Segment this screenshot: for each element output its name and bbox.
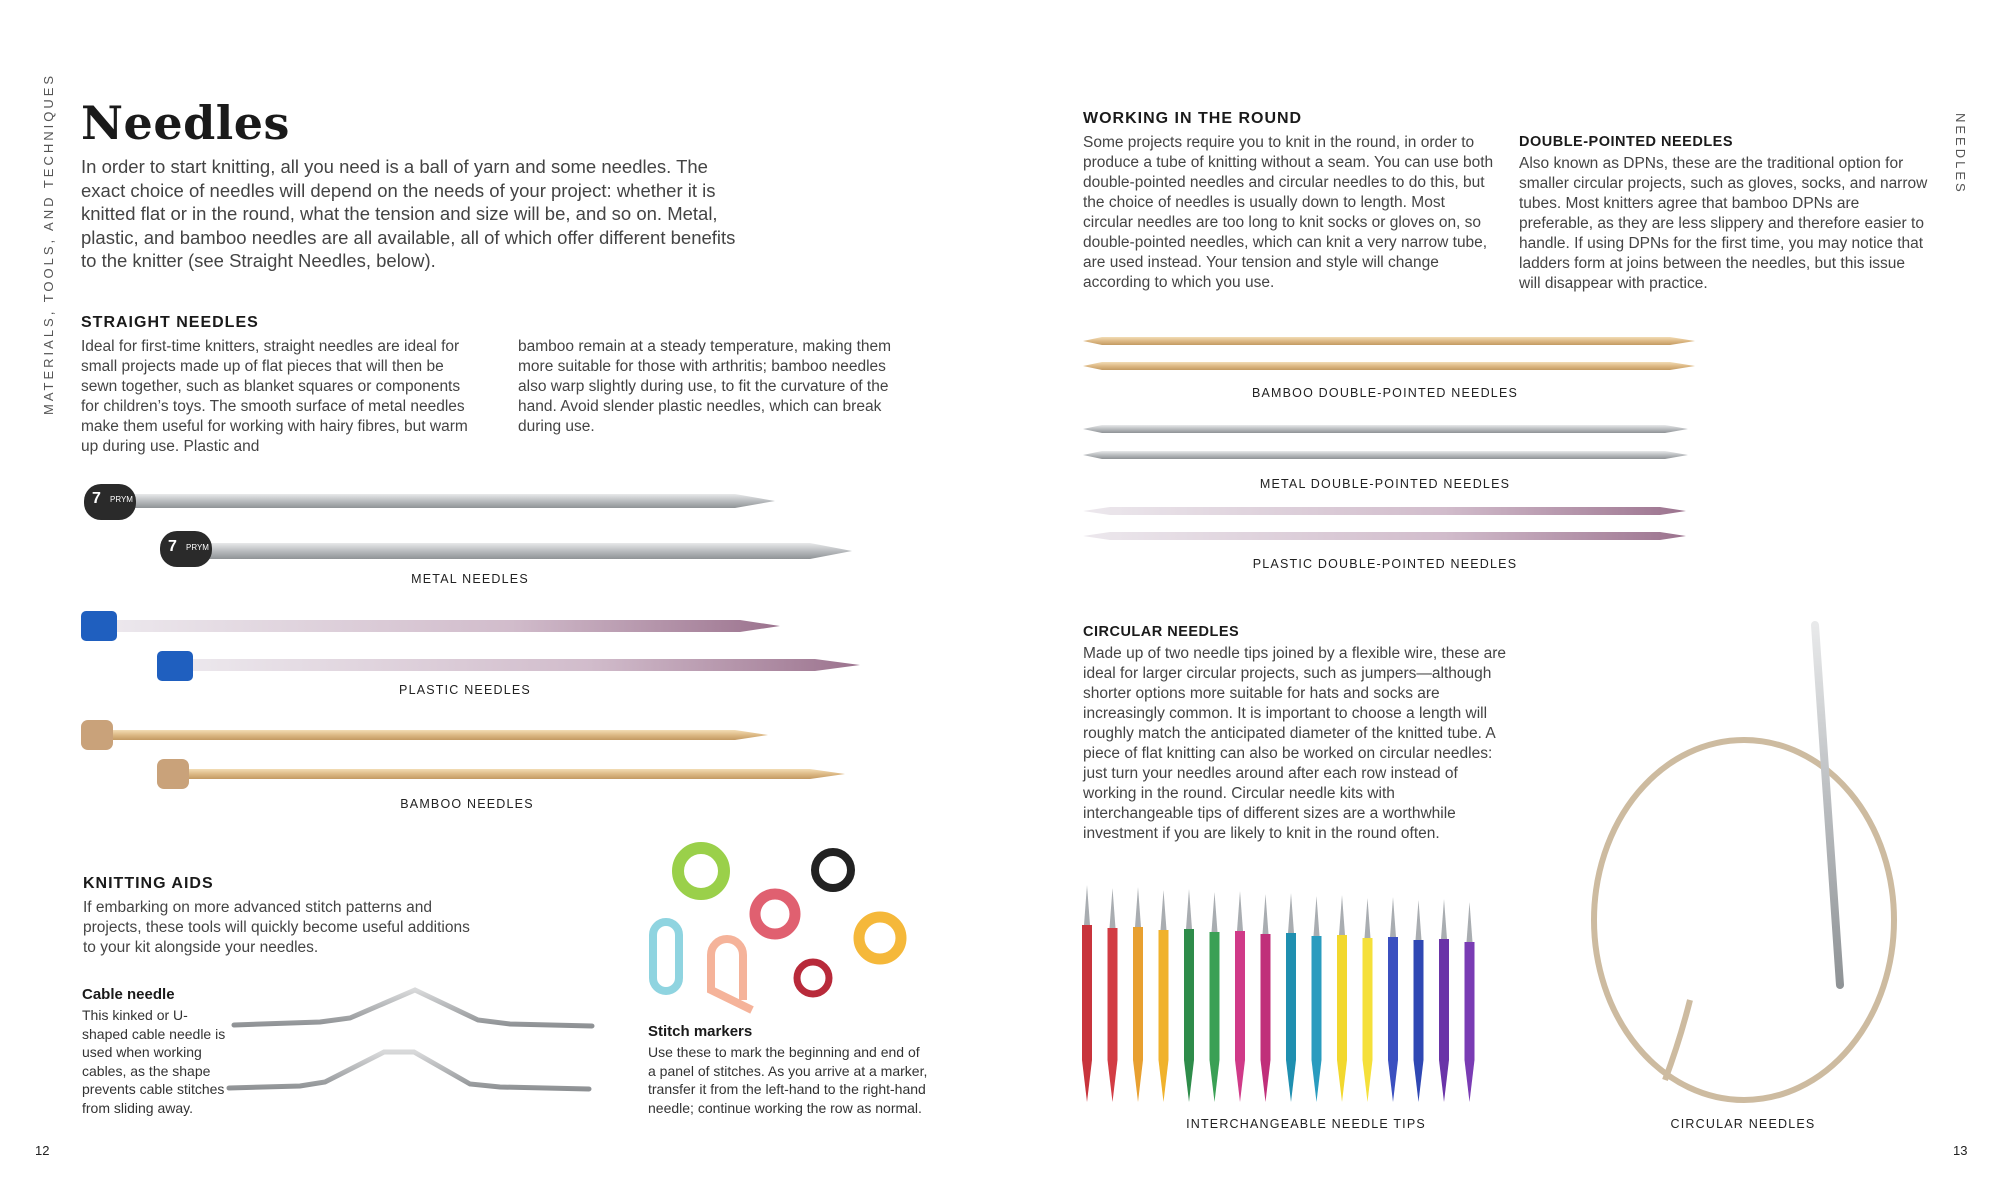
needle-tip xyxy=(1184,929,1194,1102)
needle-tip xyxy=(1363,938,1373,1102)
knob-brand-1: PRYM xyxy=(110,495,133,504)
working-in-the-round-body: Some projects require you to knit in the round, in order to produce a tube of knitting without a seam. You can use both double-pointed needles and circular needles to do this, but the choice of needles is usually down to length. Most circular needles are too long to knit socks or gloves on, so double-pointed needles, which can knit a very narrow tube, are used instead. Your tension and style will change according to which you use. xyxy=(1083,134,1494,291)
straight-needles-col2: bamboo remain at a steady temperature, making them more suitable for those with arthritis; bamboo needles also warp slightly during use, to fit the curvature of the hand. Avoid slender plastic needles, which can break during use. xyxy=(518,338,892,435)
knob-number-1: 7 xyxy=(92,490,101,507)
caption-circular-needles: CIRCULAR NEEDLES xyxy=(1670,1117,1816,1131)
needle-tip xyxy=(1108,928,1118,1102)
needle-tip-metal xyxy=(1161,890,1167,930)
needle-tip-metal xyxy=(1212,892,1218,932)
needle-tip xyxy=(1133,927,1143,1102)
needle-tip-metal xyxy=(1467,902,1473,942)
needle-tip-metal xyxy=(1263,894,1269,934)
needle-tip xyxy=(1159,930,1169,1102)
caption-bamboo-dpn: BAMBOO DOUBLE-POINTED NEEDLES xyxy=(1251,386,1519,400)
needle-tip xyxy=(1337,935,1347,1102)
dpn-body: Also known as DPNs, these are the traditional option for smaller circular projects, such as gloves, socks, and narrow tubes. Most knitters agree that bamboo DPNs are preferable, as they are less slippery and therefore easier to handle. If using DPNs for the first time, you may notice that ladders form at joins between the needles, but this issue will disappear with practice. xyxy=(1519,155,1928,292)
caption-bamboo-needles: BAMBOO NEEDLES xyxy=(400,797,534,811)
circular-needles-body: Made up of two needle tips joined by a flexible wire, these are ideal for larger circular projects, such as jumpers—although shorter options more suitable for hats and socks are increasingly common. It is important to choose a length will roughly match the anticipated diameter of the knitted tube. A piece of flat knitting can also be worked on circular needles: just turn your needles around after each row instead of working in the round. Circular needle kits with interchangeable tips of different sizes are a worthwhile investment if you are likely to knit in the round often. xyxy=(1083,645,1507,842)
needle-tip-metal xyxy=(1110,888,1116,928)
caption-metal-needles: METAL NEEDLES xyxy=(411,572,529,586)
page-number-left: 12 xyxy=(35,1143,50,1158)
working-in-the-round-heading: WORKING IN THE ROUND xyxy=(1083,110,1303,127)
straight-needles-col1: Ideal for first-time knitters, straight needles are ideal for small projects made up of flat pieces that will then be sewn together, such as blanket squares or components for children’s toys. The smooth surface of metal needles make them useful for working with hairy fibres, but warm up during use. Plastic and xyxy=(81,338,468,455)
needle-tip-metal xyxy=(1135,887,1141,927)
needle-tip-metal xyxy=(1339,895,1345,935)
stitch-markers-heading: Stitch markers xyxy=(648,1023,753,1040)
intro-paragraph: In order to start knitting, all you need is a ball of yarn and some needles. The exact choice of needles will depend on the needs of your project: whether it is knitted flat or in the round, what the tension and size will be, and so on. Metal, plastic, and bamboo needles are all available, all of which offer different benefits to the knitter (see Straight Needles, below). xyxy=(81,156,736,271)
needle-tip xyxy=(1312,936,1322,1102)
knob-number-2: 7 xyxy=(168,538,177,555)
circular-needles-heading: CIRCULAR NEEDLES xyxy=(1083,624,1240,640)
needle-tip-metal xyxy=(1441,899,1447,939)
interchangeable-needle-tips xyxy=(1082,885,1475,1102)
needle-tip xyxy=(1414,940,1424,1102)
knob-brand-2: PRYM xyxy=(186,543,209,552)
straight-needles-heading: STRAIGHT NEEDLES xyxy=(81,314,259,331)
page-number-right: 13 xyxy=(1953,1143,1968,1158)
needle-tip xyxy=(1286,933,1296,1102)
running-head-right: NEEDLES xyxy=(1953,113,1968,195)
bamboo-dpn xyxy=(1083,337,1695,370)
needle-tip xyxy=(1465,942,1475,1102)
needle-tip-metal xyxy=(1288,893,1294,933)
needle-tip-metal xyxy=(1186,889,1192,929)
caption-plastic-dpn: PLASTIC DOUBLE-POINTED NEEDLES xyxy=(1252,557,1518,571)
running-head-left: MATERIALS, TOOLS, AND TECHNIQUES xyxy=(41,72,56,415)
needle-tip-metal xyxy=(1390,897,1396,937)
needle-tip xyxy=(1439,939,1449,1102)
needle-tip xyxy=(1388,937,1398,1102)
knitting-aids-body: If embarking on more advanced stitch patterns and projects, these tools will quickly become useful additions to your kit alongside your needles. xyxy=(83,899,470,956)
caption-metal-dpn: METAL DOUBLE-POINTED NEEDLES xyxy=(1259,477,1511,491)
needle-tip xyxy=(1082,925,1092,1102)
needle-tip-metal xyxy=(1314,896,1320,936)
needle-tip xyxy=(1210,932,1220,1102)
page-title: Needles xyxy=(81,96,290,150)
caption-plastic-needles: PLASTIC NEEDLES xyxy=(399,683,531,697)
needle-tip-metal xyxy=(1237,891,1243,931)
needle-tip-metal xyxy=(1084,885,1090,925)
plastic-dpn xyxy=(1083,507,1686,540)
needle-tip xyxy=(1235,931,1245,1102)
dpn-heading: DOUBLE-POINTED NEEDLES xyxy=(1519,134,1734,150)
needle-tip xyxy=(1261,934,1271,1102)
cable-needle-body: This kinked or U-shaped cable needle is used when working cables, as the shape prevents cable stitches from sliding away. xyxy=(82,1007,226,1116)
needle-tip-metal xyxy=(1365,898,1371,938)
stitch-markers-body: Use these to mark the beginning and end of a panel of stitches. As you arrive at a marker, transfer it from the left-hand to the right-hand needle; continue working the row as normal. xyxy=(648,1044,928,1116)
cable-needle-heading: Cable needle xyxy=(82,986,175,1003)
knitting-aids-heading: KNITTING AIDS xyxy=(83,875,214,892)
caption-interchangeable-tips: INTERCHANGEABLE NEEDLE TIPS xyxy=(1186,1117,1426,1131)
metal-dpn xyxy=(1083,425,1688,459)
circular-needle xyxy=(1594,625,1894,1100)
needle-tip-metal xyxy=(1416,900,1422,940)
